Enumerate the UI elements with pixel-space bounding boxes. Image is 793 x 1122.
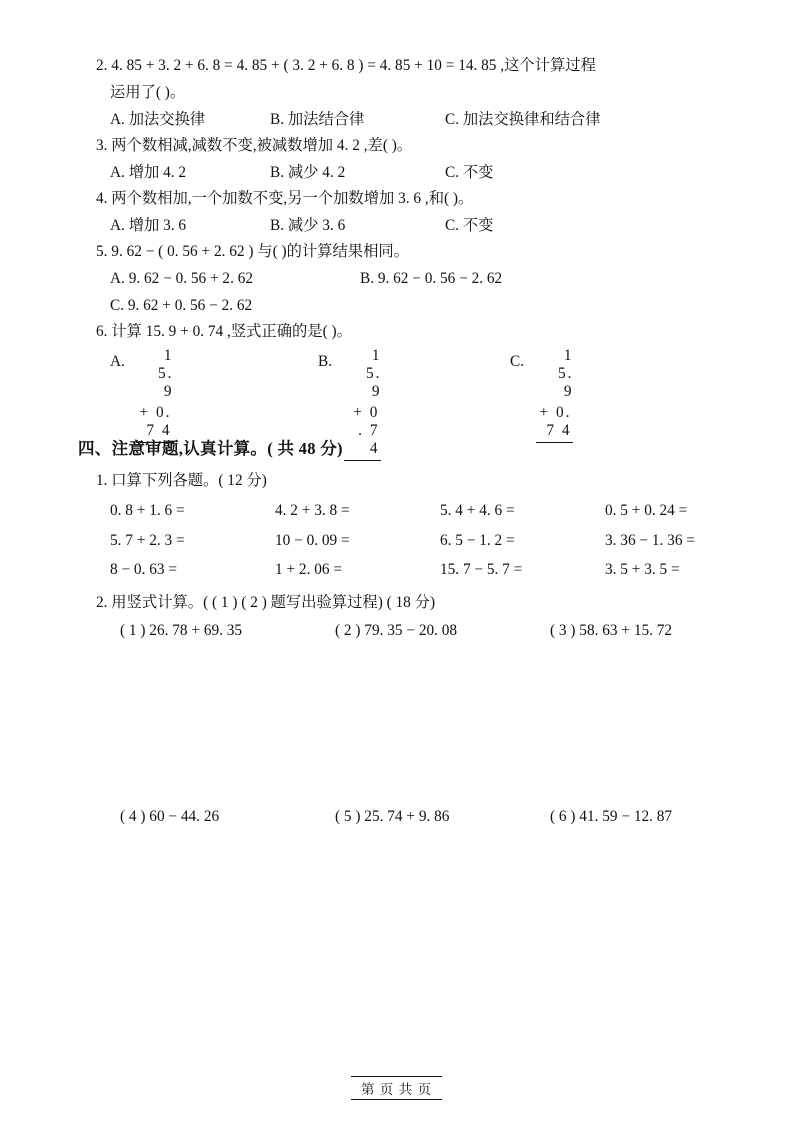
option-b[interactable]: B. 9. 62 − 0. 56 − 2. 62	[360, 270, 503, 288]
question-2-line1: 2. 4. 85 + 3. 2 + 6. 8 = 4. 85 + ( 3. 2 + 6. 8 ) = 4. 85 + 10 = 14. 85 ,这个计算过程	[96, 57, 596, 74]
vertical-exercise-item[interactable]: ( 6 ) 41. 59 − 12. 87	[550, 807, 673, 825]
option-a[interactable]: A. 增加 3. 6	[110, 217, 187, 234]
answer-space	[60, 640, 733, 808]
question-2-line2: 运用了( )。	[110, 83, 186, 101]
option-c[interactable]: C. 加法交换律和结合律	[445, 110, 601, 128]
oral-calc-grid	[60, 496, 733, 585]
oral-calc-item[interactable]: 6. 5 − 1. 2 =	[440, 531, 515, 549]
vertical-exercise-item[interactable]: ( 1 ) 26. 78 + 69. 35	[120, 621, 243, 639]
option-c[interactable]: C. 9. 62 + 0. 56 − 2. 62	[110, 296, 253, 314]
vertical-option-a-label: A.	[110, 352, 125, 370]
vertical-b-bottom: + 0 . 7 4	[344, 404, 381, 461]
vertical-a-bottom: + 0. 7 4	[136, 404, 173, 443]
vertical-exercise-item[interactable]: ( 3 ) 58. 63 + 15. 72	[550, 621, 673, 639]
section-4-sub1-title: 1. 口算下列各题。( 12 分)	[96, 471, 267, 489]
oral-calc-row	[110, 496, 733, 526]
option-a[interactable]: A. 增加 4. 2	[110, 163, 187, 181]
oral-calc-item[interactable]: 0. 8 + 1. 6 =	[110, 501, 185, 519]
vertical-c-top: 1 5. 9	[558, 346, 574, 400]
vertical-exercise-row-2	[60, 808, 733, 826]
vertical-option-b-label: B.	[318, 352, 333, 370]
vertical-exercise-item[interactable]: ( 5 ) 25. 74 + 9. 86	[335, 807, 450, 825]
oral-calc-item[interactable]: 5. 7 + 2. 3 =	[110, 531, 185, 549]
vertical-exercise-item[interactable]: ( 2 ) 79. 35 − 20. 08	[335, 621, 458, 639]
question-6-line1: 6. 计算 15. 9 + 0. 74 ,竖式正确的是( )。	[96, 323, 352, 341]
oral-calc-item[interactable]: 4. 2 + 3. 8 =	[275, 501, 350, 519]
oral-calc-row	[110, 555, 733, 585]
question-2-options	[60, 108, 733, 132]
oral-calc-item[interactable]: 1 + 2. 06 =	[275, 561, 342, 579]
vertical-b-top: 1 5. 9	[366, 346, 382, 400]
vertical-option-c-label: C.	[510, 352, 525, 370]
section-4-sub2-title: 2. 用竖式计算。( ( 1 ) ( 2 ) 题写出验算过程) ( 18 分)	[96, 594, 436, 612]
section-4-heading: 四、注意审题,认真计算。( 共 48 分)	[78, 438, 343, 458]
option-b[interactable]: B. 减少 4. 2	[270, 163, 346, 181]
oral-calc-item[interactable]: 10 − 0. 09 =	[275, 531, 350, 549]
option-b[interactable]: B. 减少 3. 6	[270, 217, 346, 234]
oral-calc-item[interactable]: 0. 5 + 0. 24 =	[605, 501, 688, 519]
question-3-options	[60, 161, 733, 185]
option-a[interactable]: A. 9. 62 − 0. 56 + 2. 62	[110, 270, 254, 288]
vertical-c-bottom: + 0. 7 4	[536, 404, 573, 443]
oral-calc-item[interactable]: 5. 4 + 4. 6 =	[440, 501, 515, 519]
question-5-options-row2	[60, 294, 733, 318]
oral-calc-row	[110, 526, 733, 556]
page-footer-text: 第 页 共 页	[351, 1076, 442, 1100]
option-c[interactable]: C. 不变	[445, 217, 494, 234]
question-4-options	[60, 214, 733, 238]
vertical-exercise-row-1	[60, 622, 733, 640]
option-b[interactable]: B. 加法结合律	[270, 110, 365, 128]
oral-calc-item[interactable]: 15. 7 − 5. 7 =	[440, 561, 523, 579]
option-c[interactable]: C. 不变	[445, 163, 494, 181]
page-footer	[0, 1076, 793, 1100]
question-5-options-row1	[60, 267, 733, 291]
question-4-line1: 4. 两个数相加,一个加数不变,另一个加数增加 3. 6 ,和( )。	[96, 190, 474, 208]
oral-calc-item[interactable]: 8 − 0. 63 =	[110, 561, 177, 579]
vertical-exercise-item[interactable]: ( 4 ) 60 − 44. 26	[120, 807, 220, 825]
oral-calc-item[interactable]: 3. 36 − 1. 36 =	[605, 531, 695, 549]
oral-calc-item[interactable]: 3. 5 + 3. 5 =	[605, 561, 680, 579]
vertical-a-top: 1 5. 9	[158, 346, 174, 400]
question-5-line1: 5. 9. 62 − ( 0. 56 + 2. 62 ) 与( )的计算结果相同。	[96, 243, 409, 261]
question-3-line1: 3. 两个数相减,减数不变,被减数增加 4. 2 ,差( )。	[96, 137, 413, 154]
option-a[interactable]: A. 加法交换律	[110, 110, 206, 128]
